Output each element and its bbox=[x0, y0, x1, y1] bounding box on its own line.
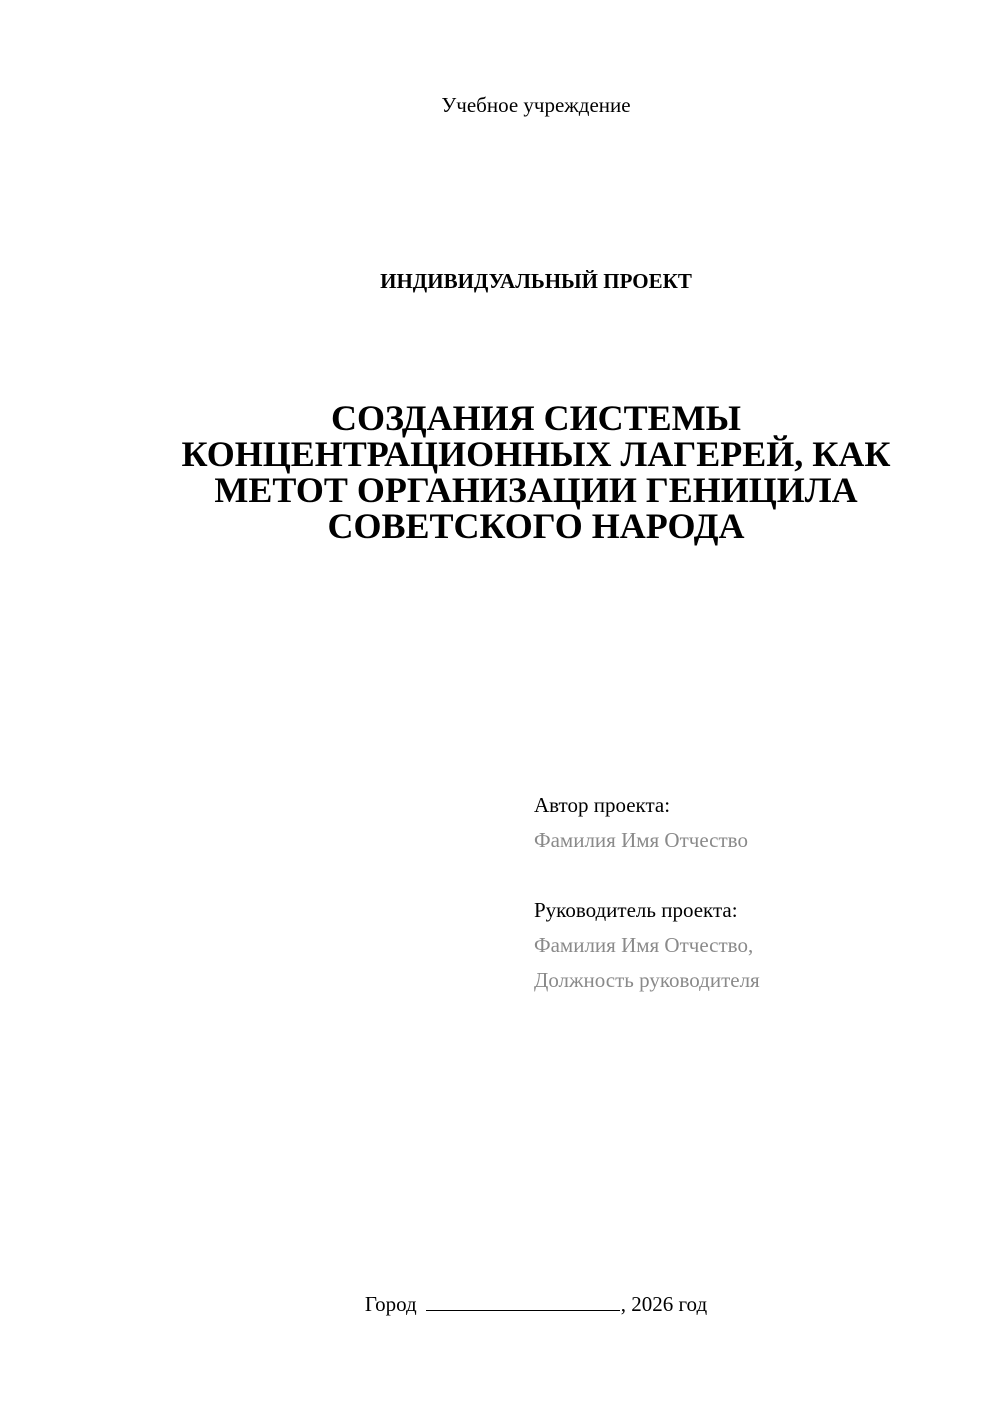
author-name-placeholder: Фамилия Имя Отчество bbox=[534, 828, 748, 852]
supervisor-label: Руководитель проекта: bbox=[534, 898, 738, 922]
supervisor-position-placeholder: Должность руководителя bbox=[534, 968, 760, 992]
project-title-line: СОЗДАНИЯ СИСТЕМЫ bbox=[331, 398, 741, 438]
city-label: Город bbox=[364, 1292, 417, 1316]
project-title bbox=[130, 400, 942, 544]
project-title-line: МЕТОТ ОРГАНИЗАЦИИ ГЕНИЦИЛА bbox=[214, 470, 858, 510]
city-blank-line bbox=[426, 1292, 620, 1311]
supervisor-name-placeholder: Фамилия Имя Отчество, bbox=[534, 933, 754, 957]
city-year-line bbox=[0, 1290, 1000, 1318]
author-label: Автор проекта: bbox=[534, 793, 671, 817]
supervisor-block bbox=[534, 893, 974, 998]
institution-name: Учебное учреждение bbox=[441, 93, 631, 117]
project-title-line: СОВЕТСКОГО НАРОДА bbox=[327, 506, 745, 546]
author-block bbox=[534, 788, 974, 858]
year-text: , 2026 год bbox=[620, 1292, 708, 1316]
project-title-line: КОНЦЕНТРАЦИОННЫХ ЛАГЕРЕЙ, КАК bbox=[181, 434, 891, 474]
project-type-heading: ИНДИВИДУАЛЬНЫЙ ПРОЕКТ bbox=[380, 269, 692, 293]
